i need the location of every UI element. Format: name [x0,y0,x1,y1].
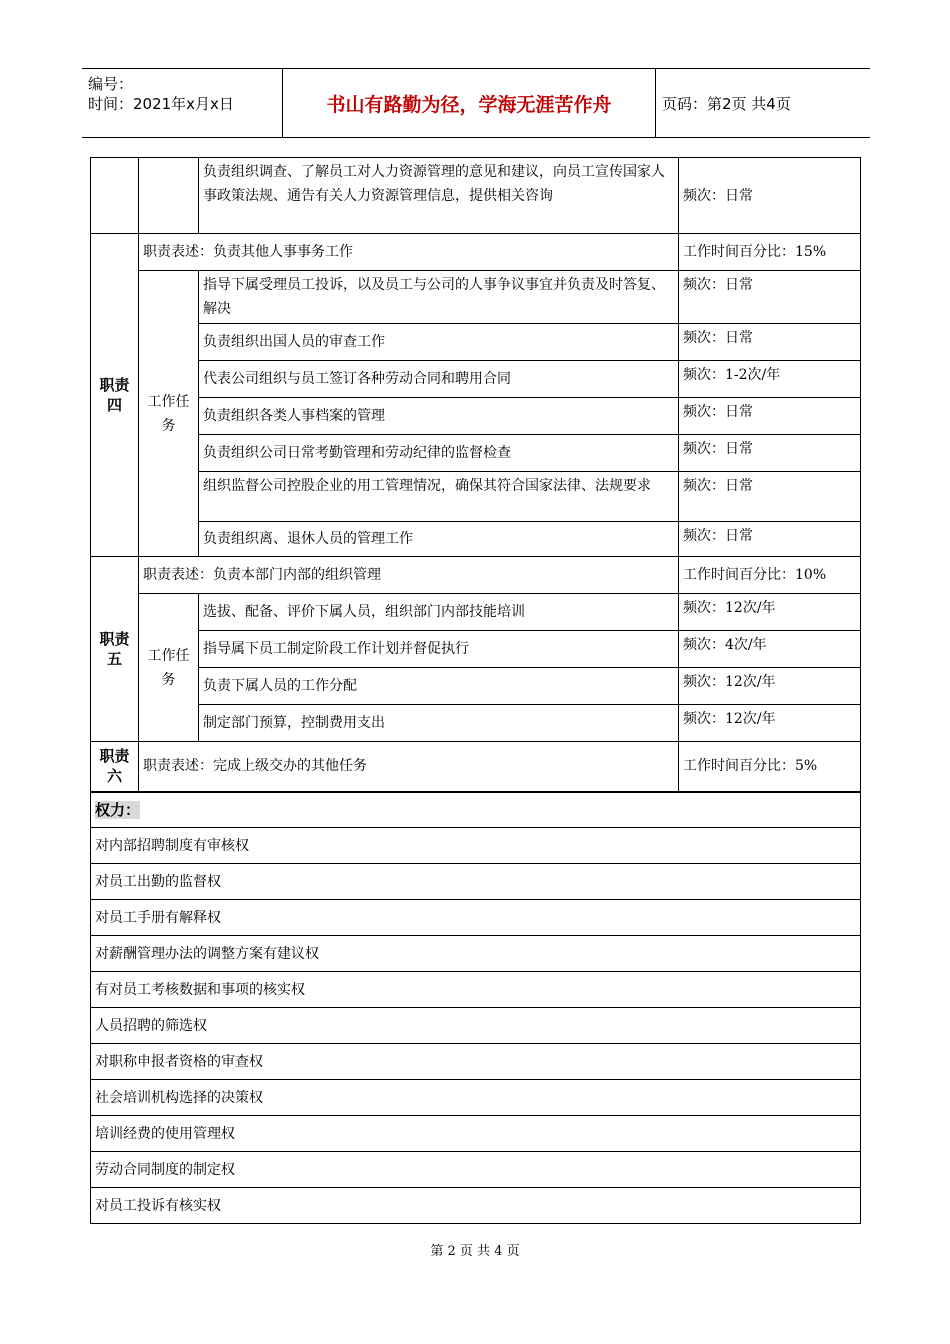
task-frequency: 频次：日常 [679,398,861,435]
table-row [91,594,861,631]
task-text: 代表公司组织与员工签订各种劳动合同和聘用合同 [199,361,679,398]
table-row [91,1044,861,1080]
doc-number-label: 编号： [88,75,134,93]
power-item: 对内部招聘制度有审核权 [91,828,861,864]
duty5-percentage: 工作时间百分比：10% [679,557,861,594]
duty6-description: 职责表述：完成上级交办的其他任务 [139,742,679,792]
table-row [91,435,861,472]
table-row [91,792,861,828]
table-row [91,472,861,522]
table-row [91,557,861,594]
table-row [91,828,861,864]
doc-date: 时间：2021年x月x日 [88,95,234,113]
power-item: 劳动合同制度的制定权 [91,1152,861,1188]
task-frequency: 频次：12次/年 [679,594,861,631]
header-page-info: 页码：第2页 共4页 [662,94,791,113]
table-row [91,1152,861,1188]
task-text: 选拔、配备、评价下属人员，组织部门内部技能培训 [199,594,679,631]
task-text: 负责组织公司日常考勤管理和劳动纪律的监督检查 [199,435,679,472]
table-row [91,1116,861,1152]
table-row [91,522,861,557]
duty4-percentage: 工作时间百分比：15% [679,234,861,271]
duty6-percentage: 工作时间百分比：5% [679,742,861,792]
duty6-label: 职责六 [91,742,139,792]
header-motto: 书山有路勤为径，学海无涯苦作舟 [282,69,656,137]
duty5-label: 职责五 [91,557,139,742]
duty5-tasks-label: 工作任务 [139,594,199,742]
task-frequency: 频次：日常 [679,158,861,234]
task-text: 负责组织出国人员的审查工作 [199,324,679,361]
power-item: 对员工出勤的监督权 [91,864,861,900]
page-header [82,68,870,138]
task-text: 组织监督公司控股企业的用工管理情况，确保其符合国家法律、法规要求 [199,472,679,522]
power-item: 对员工手册有解释权 [91,900,861,936]
duty4-description: 职责表述：负责其他人事事务工作 [139,234,679,271]
task-text: 负责组织离、退休人员的管理工作 [199,522,679,557]
power-item: 有对员工考核数据和事项的核实权 [91,972,861,1008]
task-frequency: 频次：日常 [679,271,861,324]
power-item: 社会培训机构选择的决策权 [91,1080,861,1116]
task-text: 制定部门预算，控制费用支出 [199,705,679,742]
table-row [91,668,861,705]
header-left [88,69,280,137]
task-text: 负责下属人员的工作分配 [199,668,679,705]
table-row [91,234,861,271]
task-frequency: 频次：日常 [679,324,861,361]
power-item: 对职称申报者资格的审查权 [91,1044,861,1080]
task-frequency: 频次：1-2次/年 [679,361,861,398]
table-row [91,742,861,792]
table-row [91,324,861,361]
task-frequency: 频次：12次/年 [679,705,861,742]
table-row [91,361,861,398]
table-row [91,631,861,668]
table-row [91,936,861,972]
task-text: 负责组织调查、了解员工对人力资源管理的意见和建议，向员工宣传国家人事政策法规、通告有关人力资源管理信息，提供相关咨询 [199,158,679,234]
duty5-description: 职责表述：负责本部门内部的组织管理 [139,557,679,594]
power-item: 人员招聘的筛选权 [91,1008,861,1044]
task-frequency: 频次：12次/年 [679,668,861,705]
table-row [91,864,861,900]
duty-table [90,157,861,1224]
page-footer: 第 2 页 共 4 页 [430,1244,520,1259]
duty4-label: 职责四 [91,234,139,557]
power-item: 对员工投诉有核实权 [91,1188,861,1224]
table-row [91,900,861,936]
task-frequency: 频次：日常 [679,522,861,557]
powers-title: 权力： [95,800,141,819]
table-row [91,705,861,742]
duty3-tasks-cell [139,158,199,234]
duty4-tasks-label: 工作任务 [139,271,199,557]
task-text: 指导属下员工制定阶段工作计划并督促执行 [199,631,679,668]
table-row [91,271,861,324]
table-row [91,1080,861,1116]
table-row [91,1188,861,1224]
table-row [91,398,861,435]
duty3-label-cell [91,158,139,234]
table-row [91,1008,861,1044]
table-row [91,158,861,234]
task-frequency: 频次：日常 [679,435,861,472]
task-frequency: 频次：4次/年 [679,631,861,668]
power-item: 对薪酬管理办法的调整方案有建议权 [91,936,861,972]
power-item: 培训经费的使用管理权 [91,1116,861,1152]
task-text: 负责组织各类人事档案的管理 [199,398,679,435]
task-frequency: 频次：日常 [679,472,861,522]
table-row [91,972,861,1008]
task-text: 指导下属受理员工投诉，以及员工与公司的人事争议事宜并负责及时答复、解决 [199,271,679,324]
